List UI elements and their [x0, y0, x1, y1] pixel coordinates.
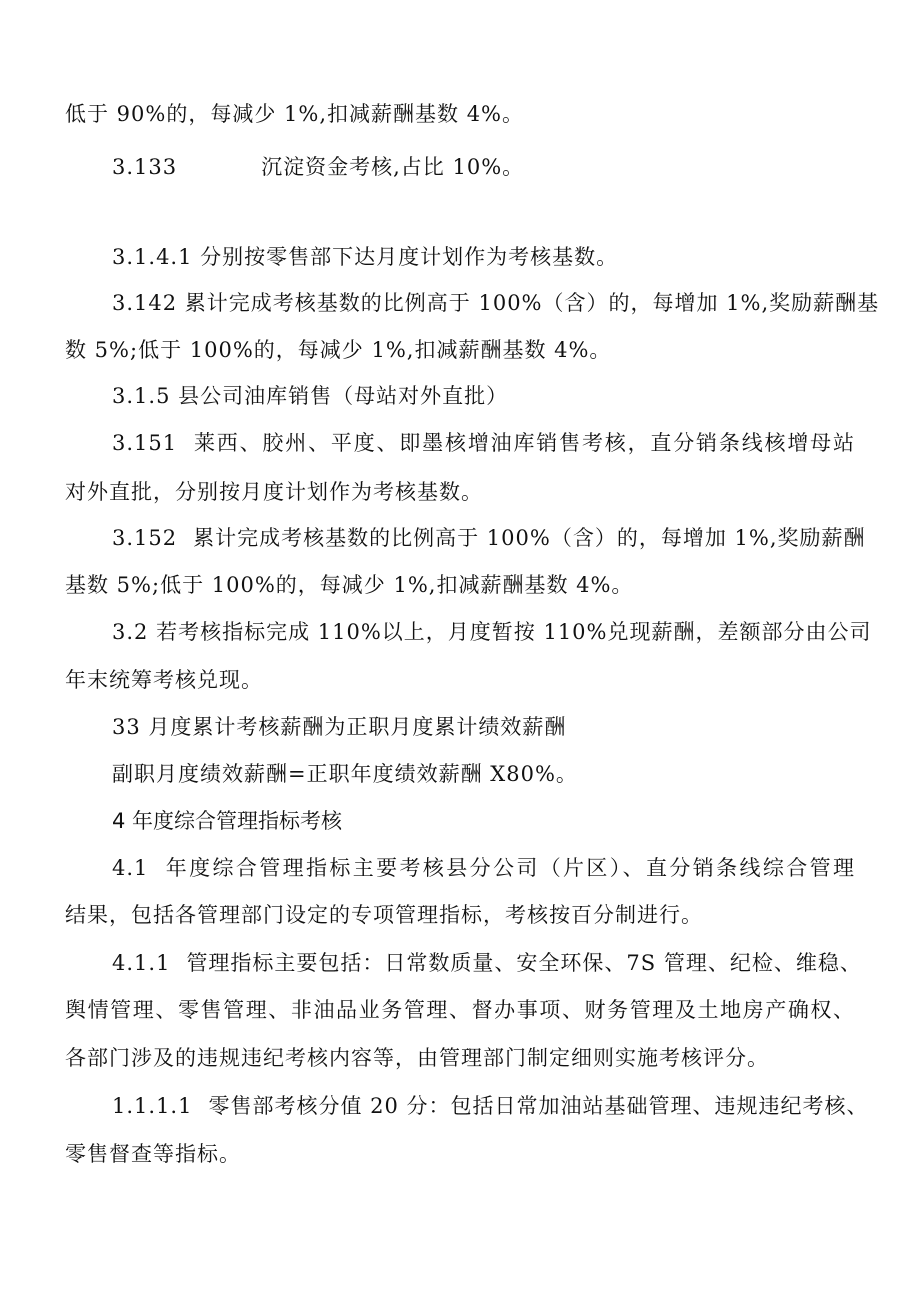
- text-line: 累计完成考核基数的比例高于 100%（含）的，每增加 1%,奖励薪酬: [193, 526, 866, 550]
- paragraph-line: [65, 99, 524, 129]
- paragraph-line: [112, 381, 508, 411]
- text-line: 莱西、胶州、平度、即墨核增油库销售考核，直分销条线核增母站: [193, 431, 855, 455]
- paragraph-line: [112, 617, 872, 647]
- paragraph-line: [65, 570, 633, 600]
- paragraph-line: [65, 900, 703, 930]
- text-line: 低于 90%的，每减少 1%,扣减薪酬基数 4%。: [65, 102, 525, 126]
- paragraph-line: [112, 523, 866, 553]
- paragraph-line: [65, 995, 855, 1025]
- paragraph-line: [112, 288, 880, 318]
- section-number: 3.152: [112, 526, 178, 550]
- text-line: 沉淀资金考核,占比 10%。: [261, 155, 525, 179]
- text-line: 对外直批，分别按月度计划作为考核基数。: [65, 480, 483, 504]
- paragraph-line: [65, 1043, 769, 1073]
- text-line: 3.1.4.1 分别按零售部下达月度计划作为考核基数。: [112, 245, 619, 269]
- text-line: 3.2 若考核指标完成 110%以上，月度暂按 110%兑现薪酬，差额部分由公司: [112, 620, 872, 644]
- paragraph-line: [65, 665, 263, 695]
- text-line: 各部门涉及的违规违纪考核内容等，由管理部门制定细则实施考核评分。: [65, 1046, 769, 1070]
- section-number: 4.1.1: [112, 951, 171, 975]
- text-line: 33 月度累计考核薪酬为正职月度累计绩效薪酬: [112, 715, 567, 739]
- text-line: 零售督查等指标。: [65, 1142, 241, 1166]
- paragraph-line: [112, 242, 618, 272]
- paragraph-line: [112, 948, 862, 978]
- text-line: 管理指标主要包括：日常数质量、安全环保、7S 管理、纪检、维稳、: [186, 951, 862, 975]
- section-number: 3.133: [112, 155, 178, 179]
- text-line: 年末统筹考核兑现。: [65, 668, 263, 692]
- text-line: 数 5%;低于 100%的，每减少 1%,扣减薪酬基数 4%。: [65, 338, 612, 362]
- paragraph-line: [112, 152, 524, 182]
- paragraph-line: [65, 1139, 241, 1169]
- section-heading: [112, 806, 342, 836]
- paragraph-line: [112, 1091, 869, 1121]
- paragraph-line: [112, 759, 578, 789]
- text-line: 年度综合管理指标主要考核县分公司（片区）、直分销条线综合管理: [164, 856, 855, 880]
- text-line: 结果，包括各管理部门设定的专项管理指标，考核按百分制进行。: [65, 903, 703, 927]
- paragraph-line: [112, 712, 566, 742]
- section-number: 4.1: [112, 856, 149, 880]
- text-line: 3.142 累计完成考核基数的比例高于 100%（含）的，每增加 1%,奖励薪酬基: [112, 291, 880, 315]
- text-line: 舆情管理、零售管理、非油品业务管理、督办事项、财务管理及土地房产确权、: [65, 998, 855, 1022]
- text-line: 副职月度绩效薪酬=正职年度绩效薪酬 X80%。: [112, 762, 578, 786]
- paragraph-line: [112, 428, 855, 458]
- paragraph-line: [112, 853, 855, 883]
- section-number: 3.151: [112, 431, 178, 455]
- text-line: 3.1.5 县公司油库销售（母站对外直批）: [112, 384, 509, 408]
- paragraph-line: [65, 477, 483, 507]
- section-number: 1.1.1.1: [112, 1094, 193, 1118]
- paragraph-line: [65, 335, 611, 365]
- text-line: 基数 5%;低于 100%的，每减少 1%,扣减薪酬基数 4%。: [65, 573, 634, 597]
- heading-text: 4 年度综合管理指标考核: [112, 809, 343, 833]
- text-line: 零售部考核分值 20 分：包括日常加油站基础管理、违规违纪考核、: [208, 1094, 869, 1118]
